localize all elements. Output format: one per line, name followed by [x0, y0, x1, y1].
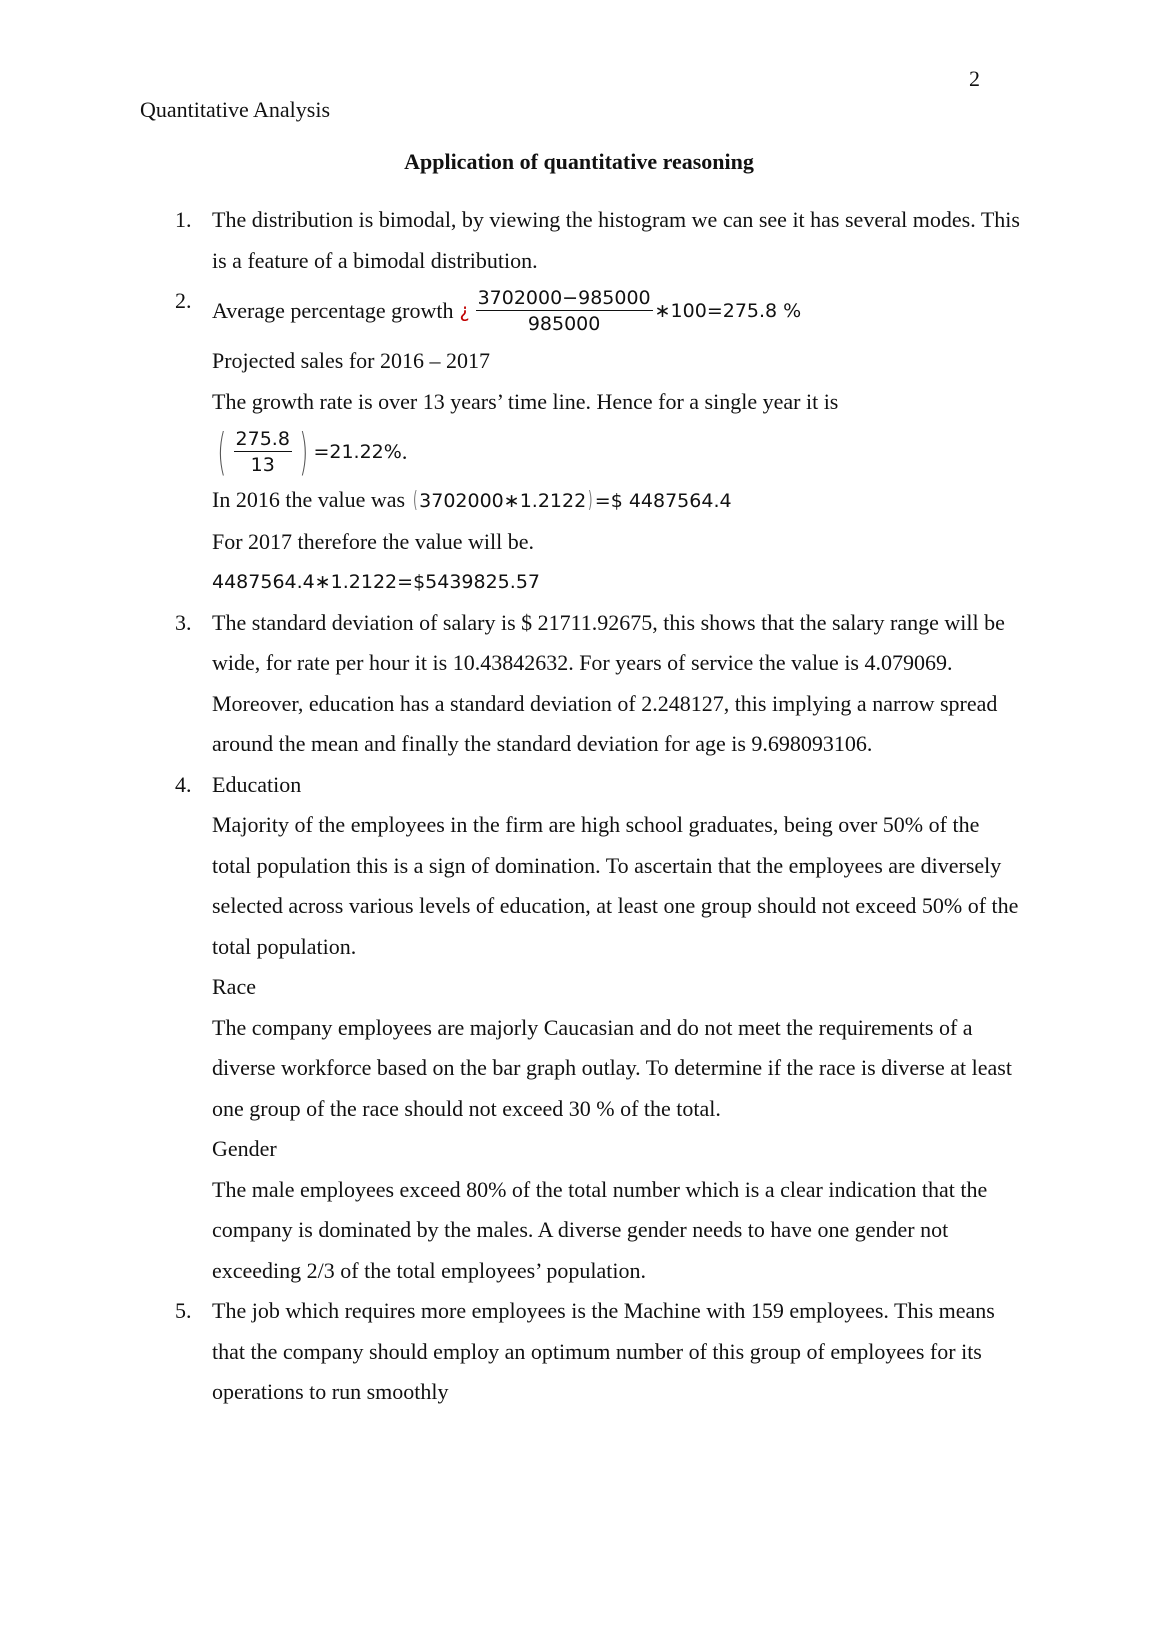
- list-number: 4.: [175, 771, 192, 797]
- list-number: 3.: [175, 609, 192, 635]
- projected-sales-text: Projected sales for 2016 – 2017: [212, 348, 490, 373]
- rate-period: .: [401, 439, 408, 464]
- list-number: 1.: [175, 207, 192, 232]
- list-item-5: [140, 1291, 1020, 1413]
- race-heading: Race: [212, 974, 256, 999]
- list-item-3: [140, 603, 1020, 765]
- page-number: 2: [969, 66, 980, 91]
- document-title: Application of quantitative reasoning: [404, 149, 754, 174]
- paragraph-standard-deviation: The standard deviation of salary is $ 21711.92675, this shows that the salary range will be wide, for rate per hour it is 10.43842632. For years of service the value is 4.079069. Moreover, education has a standard deviation of 2.248127, this implying a narrow spread around the mean and finally the standard deviation for age is 9.698093106.: [212, 609, 1005, 756]
- list-number: 2.: [175, 288, 192, 313]
- paragraph-job: The job which requires more employees is the Machine with 159 employees. This means that the company should employ an optimum number of this group of employees for its operations to run smoothly: [212, 1298, 995, 1404]
- equation-glyph: ¿: [459, 300, 470, 322]
- growth-fraction: [476, 286, 653, 337]
- equation-result: ∗100=275.8 %: [654, 300, 802, 322]
- paragraph-race: The company employees are majorly Caucasian and do not meet the requirements of a diverse workforce based on the bar graph outlay. To determine if the race is diverse at least one group of the race should not exceed 30 % of the total.: [212, 1014, 1012, 1121]
- value-2016-line: [212, 480, 1020, 522]
- list-item-1: [140, 200, 1020, 281]
- right-paren: ): [588, 488, 593, 513]
- paragraph-gender: The male employees exceed 80% of the total number which is a clear indication that the company is dominated by the males. A diverse gender needs to have one gender not exceeding 2/3 of the total employees’ population.: [212, 1176, 988, 1283]
- numbered-list: [140, 200, 1020, 1413]
- left-paren: (: [412, 488, 418, 513]
- right-paren: ): [299, 423, 309, 481]
- value-2017-expression: 4487564.4∗1.2122=$5439825.57: [212, 571, 540, 593]
- growth-equation: [212, 281, 1020, 341]
- fraction-numerator: 275.8: [235, 427, 290, 450]
- fraction-denominator: 13: [250, 453, 275, 476]
- list-number: 5.: [175, 1298, 192, 1323]
- value-2016-label: In 2016 the value was: [212, 487, 406, 512]
- list-item-4: [140, 765, 1020, 1292]
- value-2016-result: =$ 4487564.4: [594, 490, 732, 512]
- rate-fraction: [234, 427, 292, 478]
- paragraph-education: Majority of the employees in the firm are high school graduates, being over 50% of the total population this is a sign of domination. To ascertain that the employees are diversely selected across various levels of education, at least one group should not exceed 50% of the total population.: [212, 812, 1019, 959]
- rate-result: =21.22%: [313, 441, 402, 463]
- fraction-numerator: 3702000−985000: [477, 286, 651, 309]
- value-2016-expression: 3702000∗1.2122: [419, 490, 587, 512]
- running-head: Quantitative Analysis: [140, 97, 331, 122]
- fraction-denominator: 985000: [527, 312, 601, 335]
- education-heading: Education: [212, 771, 302, 797]
- left-paren: (: [217, 423, 227, 481]
- value-2017-text: For 2017 therefore the value will be.: [212, 528, 534, 554]
- growth-label: Average percentage growth: [212, 298, 454, 323]
- gender-heading: Gender: [212, 1136, 277, 1161]
- growth-rate-text: The growth rate is over 13 years’ time line. Hence for a single year it is: [212, 388, 839, 414]
- annual-rate-equation: [212, 424, 1020, 480]
- list-item-2: [140, 281, 1020, 603]
- paragraph-distribution: The distribution is bimodal, by viewing the histogram we can see it has several modes. This is a feature of a bimodal distribution.: [212, 207, 1020, 273]
